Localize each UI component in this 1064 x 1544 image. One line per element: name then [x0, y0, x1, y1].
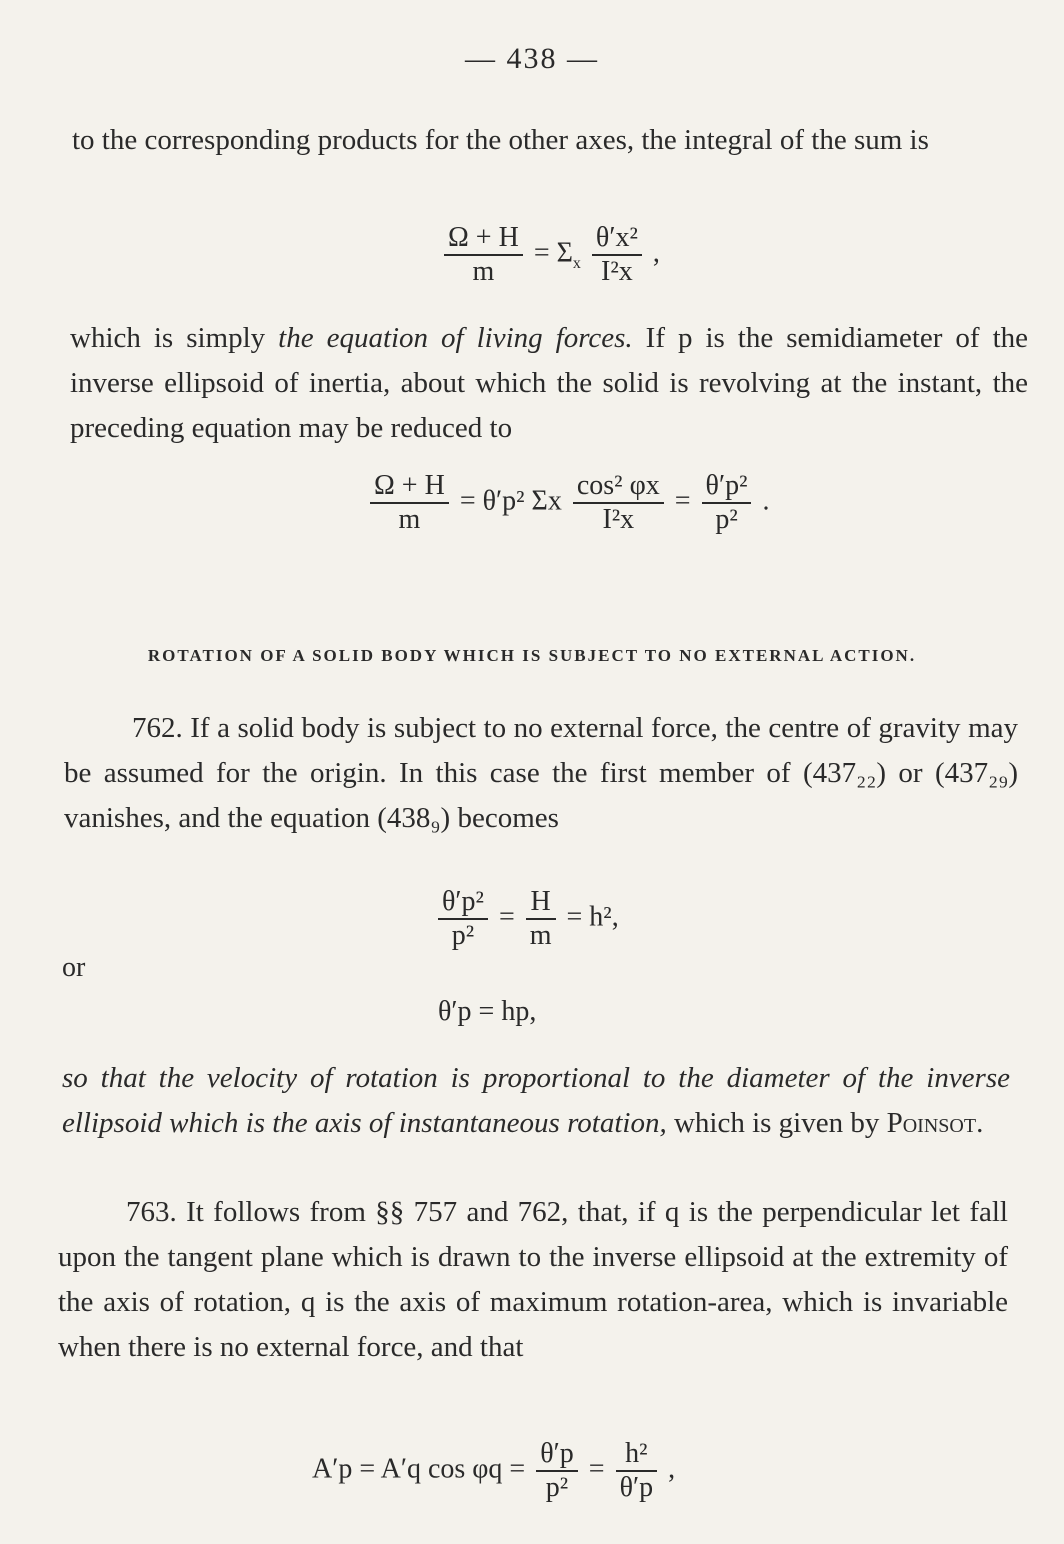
para2-before: which is simply [70, 322, 279, 354]
equation-1 [440, 222, 660, 288]
eq3-rhs: = h², [566, 901, 619, 933]
section-heading: ROTATION OF A SOLID BODY WHICH IS SUBJECT TO NO EXTERNAL ACTION. [147, 646, 917, 665]
eq2-mid: = θ′p² Σx [459, 485, 562, 517]
paragraph-762: 762. If a solid body is subject to no external force, the centre of gravity may be assumed for the origin. In this case the first member of (437₂₂) or (437₂₉) vanishes, and the equation (438₉) becomes [64, 712, 1018, 834]
equation-2 [366, 470, 769, 536]
eq2-frac-num: cos² φx [576, 470, 660, 501]
eq3-f1-num: θ′p² [442, 886, 484, 917]
eq5-end: , [668, 1453, 676, 1485]
eq3-fraction-1 [438, 886, 488, 952]
equation-5 [312, 1438, 675, 1504]
para4-emphasis: so that the velocity of rotation is proportional to the diameter of the inverse ellipsoid which is the axis of instantaneous rotation, [62, 1062, 1010, 1139]
eq2-mid-fraction [573, 470, 664, 536]
equation-4: θ′p = hp, [438, 996, 537, 1027]
eq5-equals: = [588, 1453, 605, 1485]
eq2-frac-den: I²x [573, 502, 664, 536]
page-number: — 438 — [465, 42, 599, 75]
paragraph-2 [70, 316, 1028, 451]
eq3-f2-den: m [526, 918, 556, 952]
eq5-fraction-1 [536, 1438, 578, 1504]
eq2-rhs-num: θ′p² [705, 470, 748, 501]
eq2-rhs-fraction [702, 470, 752, 536]
equation-3 [434, 886, 619, 952]
para2-emphasis: the equation of living forces. [278, 322, 633, 354]
eq5-f1-num: θ′p [540, 1438, 574, 1469]
para2-after: If p is the semidiameter of the inverse ellipsoid of inertia, about which the solid is revolving at the instant, the preceding equation may be reduced to [70, 322, 1029, 444]
eq1-rhs-den: I²x [592, 254, 642, 288]
eq1-lhs-den: m [444, 254, 523, 288]
eq3-equals: = [498, 901, 515, 933]
paragraph-conclusion [62, 1056, 1010, 1146]
eq5-f2-den: θ′p [616, 1470, 658, 1504]
eq3-f2-num: H [530, 886, 551, 917]
eq1-rhs-num: θ′x² [595, 222, 638, 253]
eq5-f1-den: p² [536, 1470, 578, 1504]
eq1-lhs-fraction [444, 222, 523, 288]
eq2-lhs-fraction [370, 470, 449, 536]
paragraph-763: 763. It follows from §§ 757 and 762, that, if q is the perpendicular let fall upon the tangent plane which is drawn to the inverse ellipsoid at the extremity of the axis of rotation, q is the axis of maximum rotation-area, which is invariable when there is no external force, and that [58, 1196, 1008, 1363]
eq2-equals: = [674, 485, 691, 517]
eq5-lhs: A′p = A′q cos φq = [312, 1453, 526, 1485]
eq1-end: , [652, 237, 660, 269]
eq2-lhs-den: m [370, 502, 449, 536]
paragraph-1: to the corresponding products for the other axes, the integral of the sum is [72, 124, 929, 156]
eq5-f2-num: h² [625, 1438, 648, 1469]
eq3-fraction-2 [526, 886, 556, 952]
eq2-end: . [762, 485, 770, 517]
eq5-fraction-2 [616, 1438, 658, 1504]
eq1-sub: x [572, 255, 581, 273]
or-label: or [62, 952, 86, 983]
para4-after: which is given by [666, 1107, 887, 1139]
eq2-lhs-num: Ω + H [374, 470, 445, 501]
eq1-mid: = Σ [533, 237, 573, 269]
eq3-f1-den: p² [438, 918, 488, 952]
eq1-lhs-num: Ω + H [448, 222, 519, 253]
eq2-rhs-den: p² [702, 502, 752, 536]
poinsot-name: Poinsot. [886, 1107, 984, 1139]
eq1-rhs-fraction [592, 222, 642, 288]
